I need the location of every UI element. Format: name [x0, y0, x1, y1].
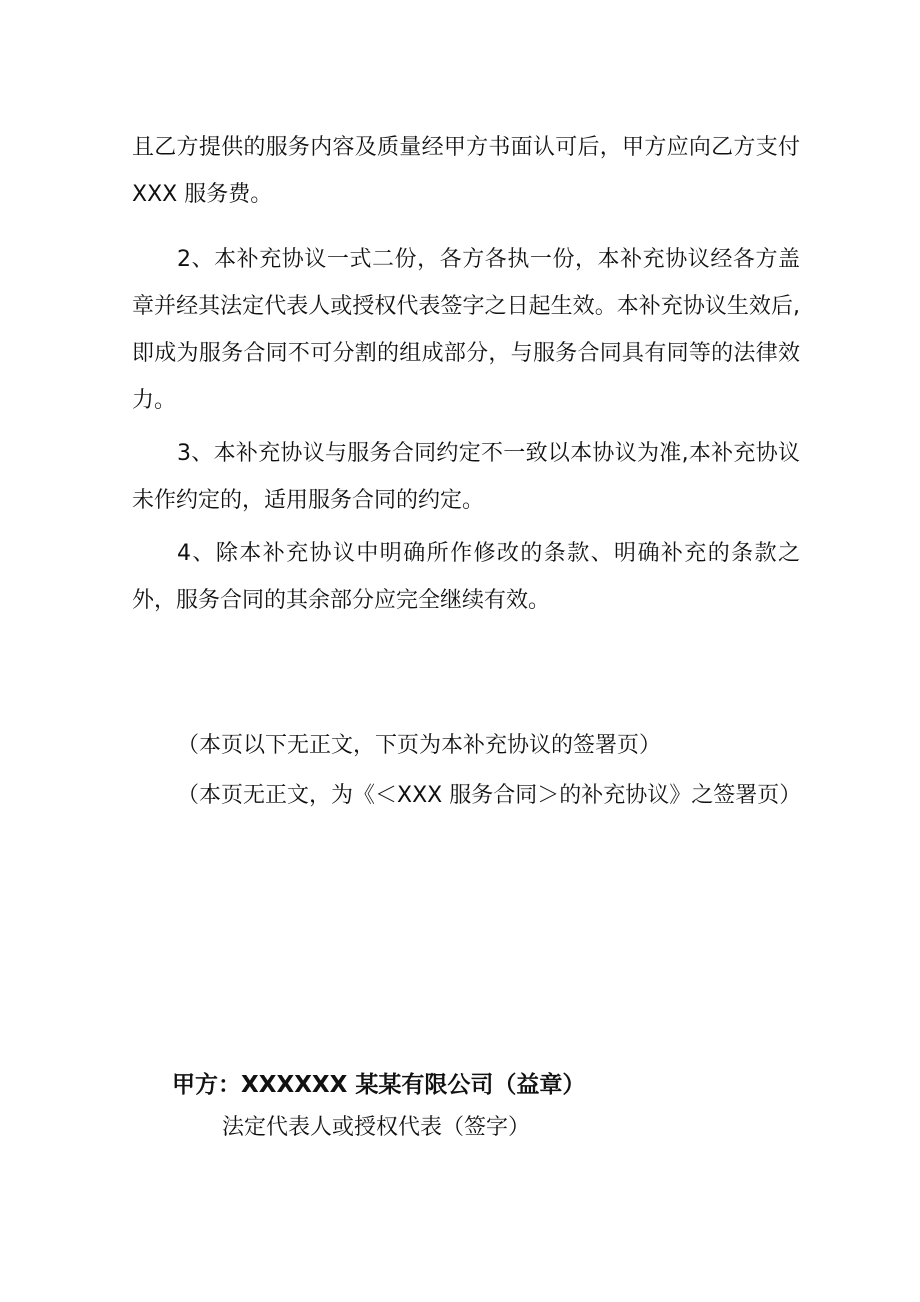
paragraph-clause-4: 4、除本补充协议中明确所作修改的条款、明确补充的条款之外，服务合同的其余部分应完全继续有效。 — [132, 541, 800, 613]
paragraph-clause-3: 3、本补充协议与服务合同约定不一致以本协议为准,本补充协议未作约定的，适用服务合同的约定。 — [132, 441, 800, 513]
paragraph-continuation: 且乙方提供的服务内容及质量经甲方书面认可后，甲方应向乙方支付 XXX 服务费。 — [132, 135, 800, 207]
paragraph-clause-2: 2、本补充协议一式二份，各方各执一份，本补充协议经各方盖章并经其法定代表人或授权代表签字之日起生效。本补充协议生效后,即成为服务合同不可分割的组成部分，与服务合同具有同等的法律效力。 — [132, 247, 800, 413]
signature-party-a: 甲方：XXXXXX 某某有限公司（益章） — [172, 1072, 586, 1098]
note-no-body-text: （本页以下无正文，下页为本补充协议的签署页） — [177, 733, 662, 758]
note-signature-page: （本页无正文，为《＜XXX 服务合同＞的补充协议》之签署页） — [177, 783, 802, 808]
signature-representative: 法定代表人或授权代表（签字） — [222, 1115, 531, 1140]
